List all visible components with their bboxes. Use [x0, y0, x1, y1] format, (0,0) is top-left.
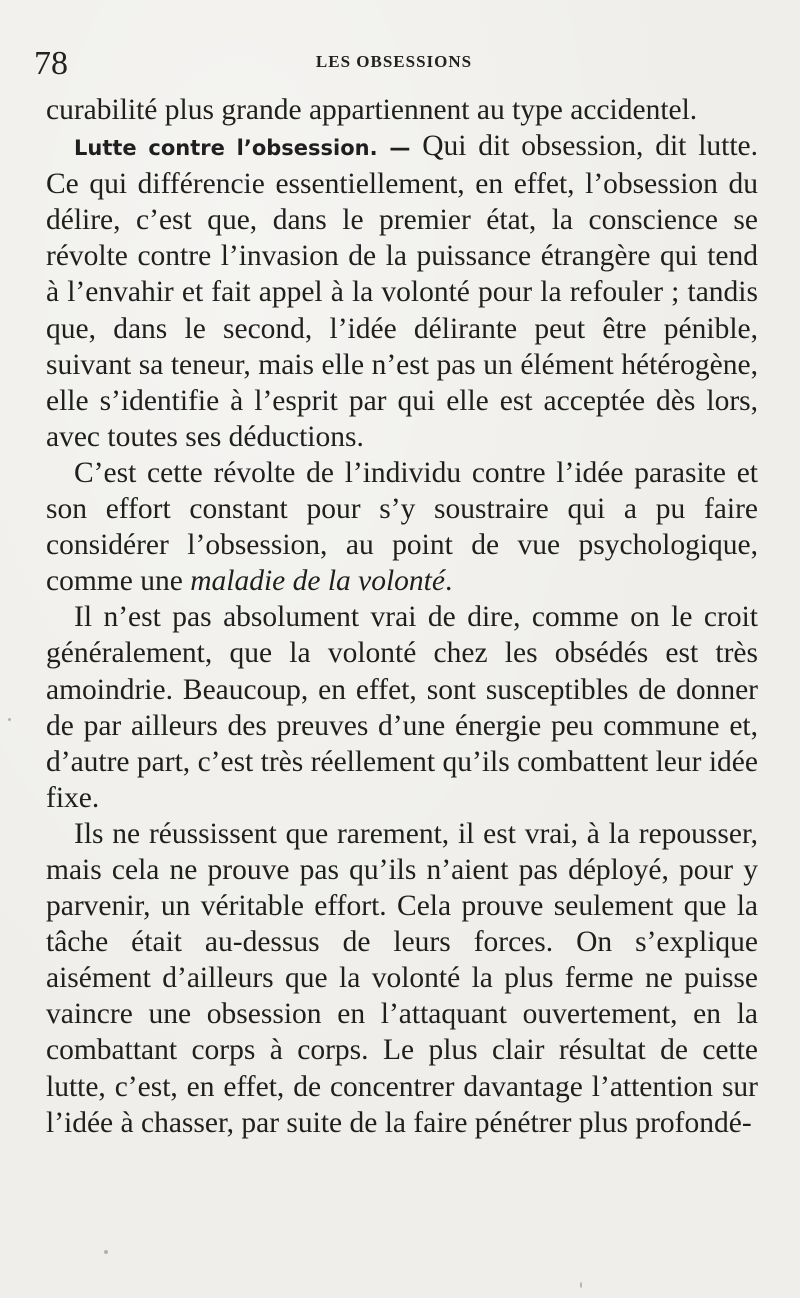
- paragraph-text: C’est cette révolte de l’individu contre l’idée parasite et son effort constant pour s’y soustraire qui a pu faire considérer l’obsession, au point de vue psychologique, comme une: [46, 456, 758, 598]
- paragraph-continuation: [46, 92, 758, 128]
- paper-speck: [8, 718, 11, 721]
- italic-phrase: maladie de la volonté: [190, 565, 445, 598]
- page-number: 78: [34, 45, 68, 82]
- page-header: [34, 44, 754, 84]
- paragraph-text: Qui dit obsession, dit lutte. Ce qui différencie essentiellement, en effet, l’obsession du délire, c’est que, dans le premier état, la conscience se révolte contre l’invasion de la puissance étrangère qui tend à l’envahir et fait appel à la volonté pour la refouler ; tandis que, dans le second, l’idée délirante peut être pénible, suivant sa teneur, mais elle n’est pas un élément hétérogène, elle s’identifie à l’esprit par qui elle est acceptée dès lors, avec toutes ses déductions.: [46, 130, 759, 453]
- section-heading: Lutte contre l’obsession. —: [74, 136, 411, 161]
- paper-speck: [580, 1282, 582, 1288]
- paragraph-revolte: [46, 455, 758, 599]
- paragraph-text: curabilité plus grande appartiennent au type accidentel.: [46, 94, 698, 126]
- paragraph-text: Ils ne réussissent que rarement, il est vrai, à la repousser, mais cela ne prouve pas qu’ils n’aient pas déployé, pour y parvenir, un véritable effort. Cela prouve seulement que la tâche était au-dessus de leurs forces. On s’explique aisément d’ailleurs que la volonté la plus ferme ne puisse vaincre une obsession en l’attaquant ouvertement, en la combattant corps à corps. Le plus clair résultat de cette lutte, c’est, en effet, de concentrer davantage l’attention sur l’idée à chasser, par suite de la faire pénétrer plus profondé-: [46, 817, 758, 1139]
- paper-speck: [104, 1250, 108, 1254]
- paragraph-volonte: [46, 599, 758, 816]
- paragraph-text: Il n’est pas absolument vrai de dire, comme on le croit généralement, que la volonté chez les obsédés est très amoindrie. Beaucoup, en effet, sont susceptibles de donner de par ailleurs des preuves d’une énergie peu commune et, d’autre part, c’est très réellement qu’ils combattent leur idée fixe.: [46, 601, 758, 814]
- paragraph-reussissent: [46, 816, 758, 1141]
- paragraph-lutte: [46, 128, 758, 455]
- paragraph-text-end: .: [444, 565, 453, 598]
- body-text: [46, 92, 758, 1141]
- running-title: LES OBSESSIONS: [315, 52, 473, 71]
